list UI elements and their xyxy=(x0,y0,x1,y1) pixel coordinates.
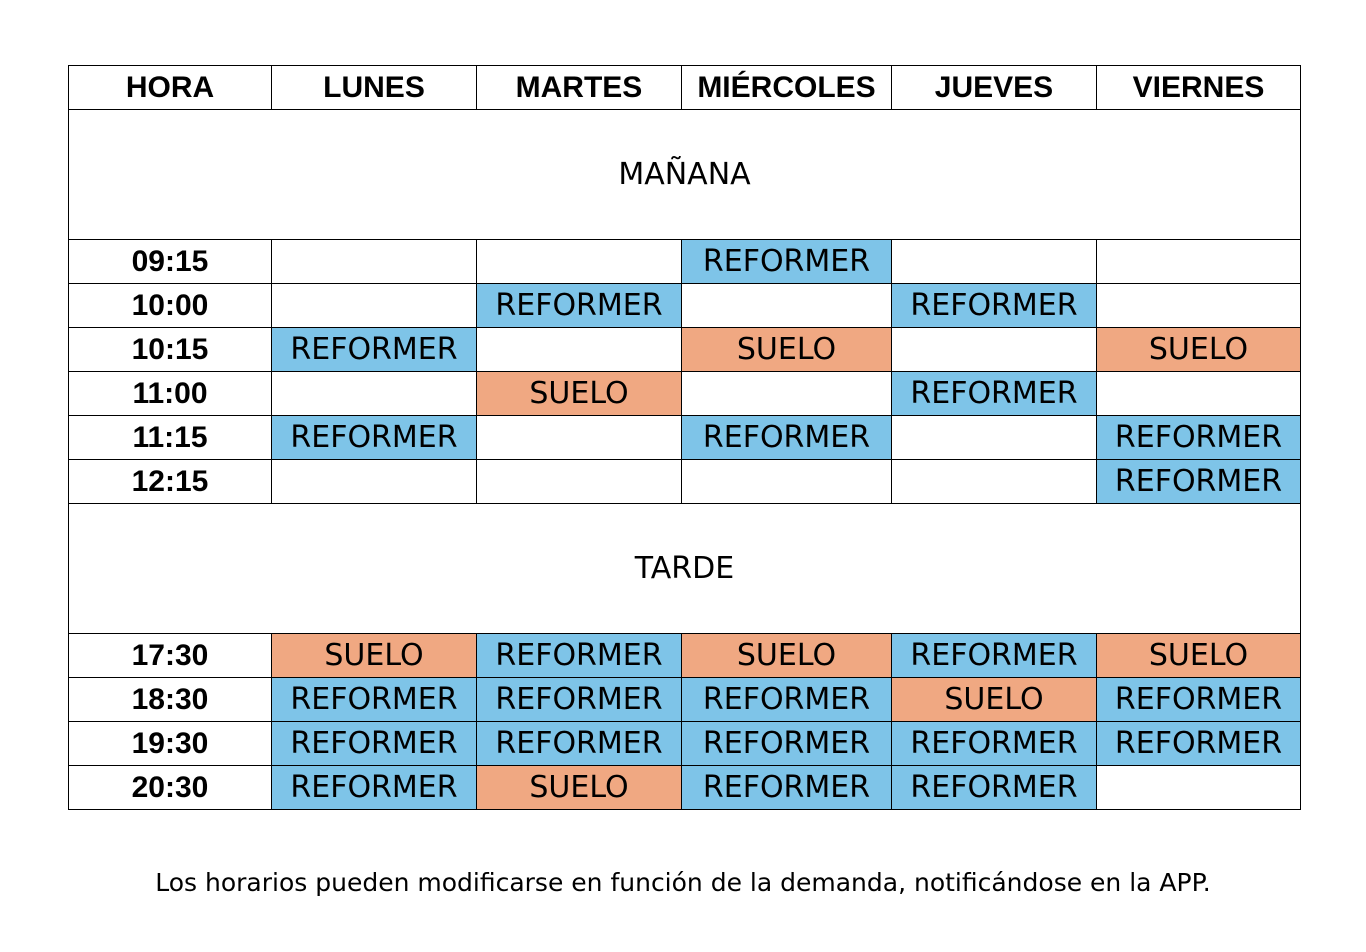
class-cell-reformer: REFORMER xyxy=(272,722,477,766)
class-cell-suelo: SUELO xyxy=(1097,328,1301,372)
header-jueves: JUEVES xyxy=(892,66,1097,110)
class-cell-suelo: SUELO xyxy=(1097,634,1301,678)
empty-cell xyxy=(682,460,892,504)
class-cell-reformer: REFORMER xyxy=(1097,678,1301,722)
class-cell-suelo: SUELO xyxy=(682,328,892,372)
time-cell: 20:30 xyxy=(69,766,272,810)
time-slot-row xyxy=(69,678,1301,722)
time-cell: 10:15 xyxy=(69,328,272,372)
class-cell-reformer: REFORMER xyxy=(682,722,892,766)
class-cell-reformer: REFORMER xyxy=(272,416,477,460)
empty-cell xyxy=(892,328,1097,372)
header-miercoles: MIÉRCOLES xyxy=(682,66,892,110)
time-cell: 19:30 xyxy=(69,722,272,766)
empty-cell xyxy=(682,372,892,416)
time-slot-row xyxy=(69,284,1301,328)
time-slot-row xyxy=(69,460,1301,504)
section-label: TARDE xyxy=(69,504,1301,634)
empty-cell xyxy=(892,240,1097,284)
class-cell-suelo: SUELO xyxy=(682,634,892,678)
class-cell-suelo: SUELO xyxy=(477,372,682,416)
empty-cell xyxy=(892,460,1097,504)
section-row xyxy=(69,110,1301,240)
empty-cell xyxy=(272,240,477,284)
class-cell-reformer: REFORMER xyxy=(1097,722,1301,766)
empty-cell xyxy=(477,460,682,504)
class-cell-reformer: REFORMER xyxy=(1097,460,1301,504)
empty-cell xyxy=(1097,240,1301,284)
time-cell: 17:30 xyxy=(69,634,272,678)
time-slot-row xyxy=(69,328,1301,372)
empty-cell xyxy=(477,328,682,372)
class-cell-reformer: REFORMER xyxy=(272,328,477,372)
empty-cell xyxy=(892,416,1097,460)
time-cell: 11:00 xyxy=(69,372,272,416)
class-cell-reformer: REFORMER xyxy=(477,284,682,328)
empty-cell xyxy=(272,460,477,504)
section-row xyxy=(69,504,1301,634)
empty-cell xyxy=(272,372,477,416)
time-slot-row xyxy=(69,240,1301,284)
time-cell: 10:00 xyxy=(69,284,272,328)
time-cell: 11:15 xyxy=(69,416,272,460)
header-lunes: LUNES xyxy=(272,66,477,110)
time-cell: 09:15 xyxy=(69,240,272,284)
schedule-body xyxy=(69,110,1301,810)
schedule-table xyxy=(68,65,1301,810)
header-row xyxy=(69,66,1301,110)
empty-cell xyxy=(477,240,682,284)
section-label: MAÑANA xyxy=(69,110,1301,240)
class-cell-suelo: SUELO xyxy=(892,678,1097,722)
class-cell-reformer: REFORMER xyxy=(682,416,892,460)
header-martes: MARTES xyxy=(477,66,682,110)
class-cell-reformer: REFORMER xyxy=(477,634,682,678)
class-cell-reformer: REFORMER xyxy=(682,240,892,284)
class-cell-reformer: REFORMER xyxy=(1097,416,1301,460)
class-cell-reformer: REFORMER xyxy=(682,766,892,810)
empty-cell xyxy=(477,416,682,460)
class-cell-reformer: REFORMER xyxy=(892,766,1097,810)
footnote: Los horarios pueden modificarse en función de la demanda, notificándose en la APP. xyxy=(155,868,1211,897)
time-cell: 18:30 xyxy=(69,678,272,722)
time-slot-row xyxy=(69,372,1301,416)
header-hora: HORA xyxy=(69,66,272,110)
time-slot-row xyxy=(69,416,1301,460)
class-cell-suelo: SUELO xyxy=(477,766,682,810)
class-cell-reformer: REFORMER xyxy=(272,678,477,722)
header-viernes: VIERNES xyxy=(1097,66,1301,110)
class-cell-reformer: REFORMER xyxy=(477,678,682,722)
class-cell-reformer: REFORMER xyxy=(682,678,892,722)
class-cell-reformer: REFORMER xyxy=(272,766,477,810)
class-cell-reformer: REFORMER xyxy=(892,284,1097,328)
class-cell-reformer: REFORMER xyxy=(892,722,1097,766)
time-slot-row xyxy=(69,722,1301,766)
class-cell-reformer: REFORMER xyxy=(892,372,1097,416)
time-slot-row xyxy=(69,766,1301,810)
class-cell-reformer: REFORMER xyxy=(892,634,1097,678)
empty-cell xyxy=(1097,372,1301,416)
empty-cell xyxy=(1097,766,1301,810)
time-cell: 12:15 xyxy=(69,460,272,504)
time-slot-row xyxy=(69,634,1301,678)
empty-cell xyxy=(682,284,892,328)
class-cell-suelo: SUELO xyxy=(272,634,477,678)
class-cell-reformer: REFORMER xyxy=(477,722,682,766)
empty-cell xyxy=(1097,284,1301,328)
empty-cell xyxy=(272,284,477,328)
